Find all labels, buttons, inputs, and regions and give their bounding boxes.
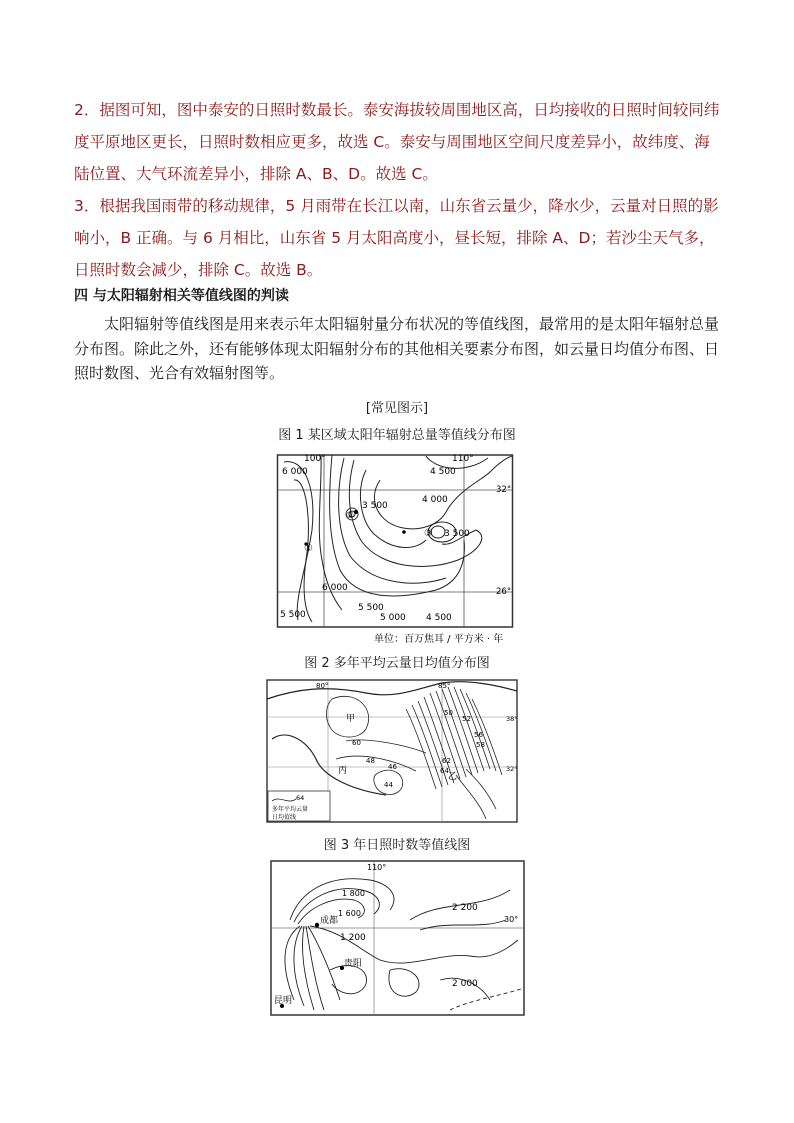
- isoline-label: 62: [442, 757, 451, 765]
- region-jia: 甲: [346, 714, 356, 724]
- answer-3: 3．根据我国雨带的移动规律，5 月雨带在长江以南，山东省云量少，降水少，云量对日照的影响小，B 正确。与 6 月相比，山东省 5 月太阳高度小，昼长短，排除 A、D；若沙尘天气多，日照时数会减少，排除 C。故选 B。: [74, 197, 719, 279]
- city-dot: [354, 510, 358, 514]
- isoline-label: 1 800: [342, 889, 365, 898]
- city-chengdu: 成都: [320, 916, 339, 926]
- isoline-label: 46: [388, 763, 397, 771]
- city-dot: [402, 530, 406, 534]
- common-diagram-label: [常见图示]: [365, 401, 429, 416]
- isoline-label: 52: [462, 715, 471, 723]
- city-guiyang: 贵阳: [344, 959, 363, 969]
- isoline-label: 60: [352, 739, 361, 747]
- figure-1-caption: 图 1 某区域太阳年辐射总量等值线分布图: [278, 428, 516, 443]
- isoline-label: 1 600: [338, 909, 361, 918]
- lat-32: 32°: [496, 485, 512, 495]
- region-bing: 丙: [338, 766, 348, 776]
- marker-2: ②: [346, 511, 355, 521]
- sunshine-hours-isoline-map: [270, 860, 525, 1016]
- isoline-label: 6 000: [322, 583, 348, 593]
- city-kunming: 昆明: [274, 996, 293, 1006]
- lat-26: 26°: [496, 587, 512, 597]
- isoline-label: 5 000: [380, 613, 406, 623]
- lon-110: 110°: [367, 863, 387, 872]
- legend-value: 64: [296, 794, 305, 802]
- unit-label: 单位：百万焦耳 / 平方米 · 年: [374, 634, 504, 645]
- isoline-label: 1 200: [340, 933, 366, 943]
- city-dot: [315, 923, 319, 927]
- intro-paragraph: 太阳辐射等值线图是用来表示年太阳辐射量分布状况的等值线图，最常用的是太阳年辐射总量分布图。除此之外，还有能够体现太阳辐射分布的其他相关要素分布图，如云量日均值分布图、日照时数图、光合有效辐射图等。: [74, 315, 720, 382]
- lon-80: 80°: [316, 682, 329, 690]
- legend-text-1: 多年平均云量: [272, 806, 309, 813]
- isoline-label: 50: [444, 709, 453, 717]
- isolines: [284, 455, 512, 622]
- isoline-label: 4 500: [430, 467, 456, 477]
- isoline-label: 2 200: [452, 903, 478, 913]
- figure-3-caption: 图 3 年日照时数等值线图: [323, 838, 471, 853]
- marker-3: ③: [424, 528, 433, 539]
- isoline-label: 6 000: [282, 467, 308, 477]
- section-heading: 四 与太阳辐射相关等值线图的判读: [74, 288, 289, 304]
- lat-32: 32°: [506, 765, 518, 773]
- isoline-label: 3 500: [362, 501, 388, 511]
- isoline-label: 44: [384, 781, 393, 789]
- isoline-label: 3 500: [444, 529, 470, 539]
- isoline-label: 48: [366, 757, 375, 765]
- isolines: [285, 879, 524, 1010]
- marker-1: ①: [304, 543, 313, 554]
- isoline-label: 58: [476, 741, 485, 749]
- solar-radiation-isoline-map: [276, 450, 514, 646]
- isoline-label: 5 500: [280, 610, 306, 620]
- lon-100: 100°: [304, 454, 326, 464]
- isoline-label: 4 000: [422, 495, 448, 505]
- lon-85: 85°: [438, 682, 451, 690]
- legend-text-2: 日均值线: [272, 814, 297, 821]
- figure-2-caption: 图 2 多年平均云量日均值分布图: [304, 656, 490, 671]
- isoline-label: 4 500: [426, 613, 452, 623]
- isoline-label: 64: [440, 767, 449, 775]
- lon-110: 110°: [452, 454, 474, 464]
- cloud-cover-isoline-map: [266, 679, 518, 823]
- lat-30: 30°: [504, 915, 519, 924]
- region-yi: 乙: [448, 772, 458, 782]
- isoline-label: 2 000: [452, 979, 478, 989]
- answer-2: 2．据图可知，图中泰安的日照时数最长。泰安海拔较周围地区高，日均接收的日照时间较同纬度平原地区更长，日照时数相应更多，故选 C。泰安与周围地区空间尺度差异小，故纬度、海陆位置、大气环流差异小，排除 A、B、D。故选 C。: [74, 101, 720, 183]
- isoline-label: 56: [474, 731, 483, 739]
- isoline-label: 5 500: [358, 603, 384, 613]
- lat-38: 38°: [506, 715, 518, 723]
